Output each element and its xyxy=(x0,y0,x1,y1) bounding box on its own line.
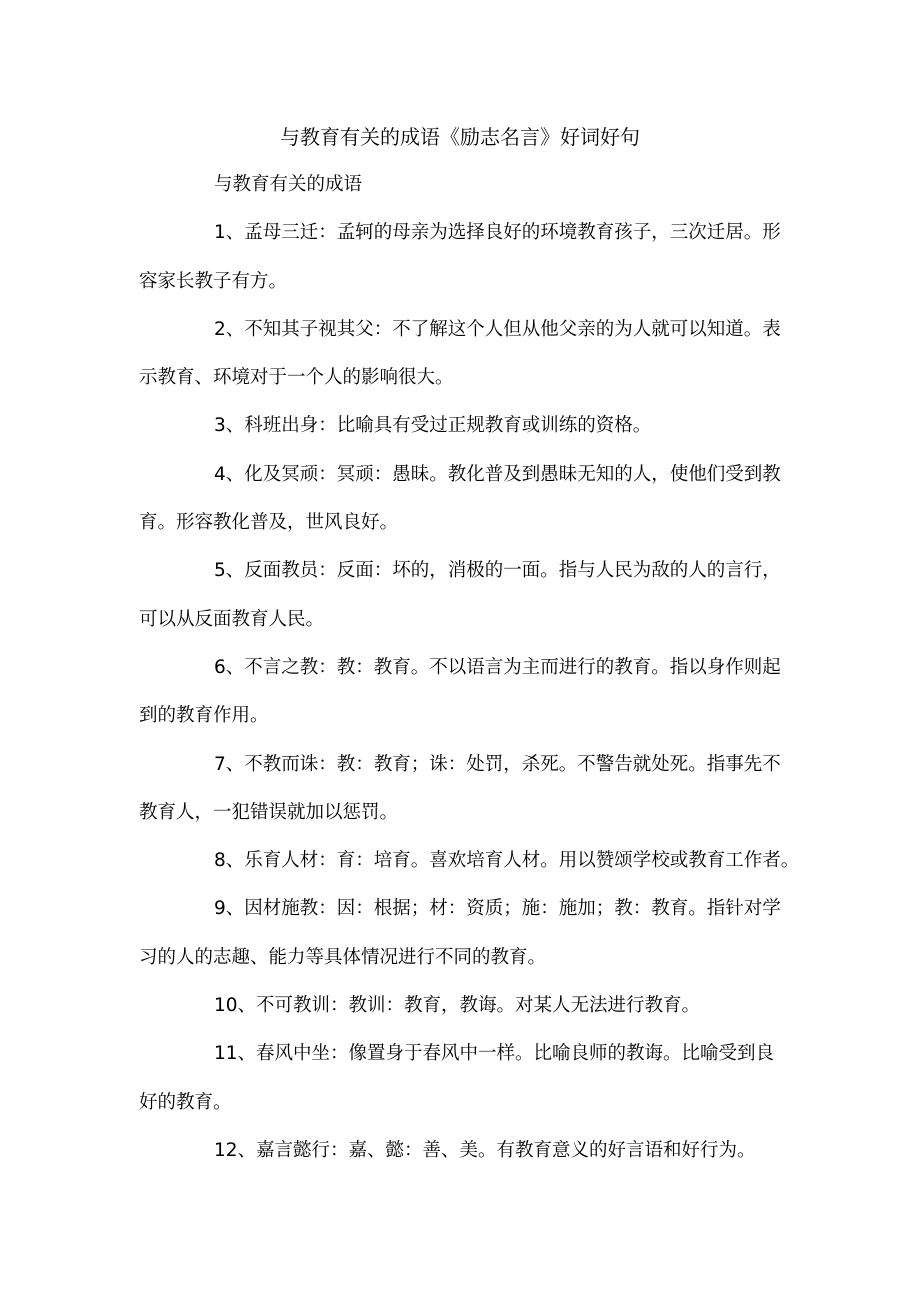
text-line: 育。形容教化普及，世风良好。 xyxy=(139,512,399,534)
text-line: 7、不教而诛：教：教育；诛：处罚，杀死。不警告就处死。指事先不 xyxy=(214,753,781,775)
text-line: 到的教育作用。 xyxy=(139,705,269,727)
text-line: 6、不言之教：教：教育。不以语言为主而进行的教育。指以身作则起 xyxy=(214,656,781,678)
text-line: 容家长教子有方。 xyxy=(139,270,288,292)
text-line: 11、春风中坐：像置身于春风中一样。比喻良师的教诲。比喻受到良 xyxy=(214,1043,775,1065)
text-line: 2、不知其子视其父：不了解这个人但从他父亲的为人就可以知道。表 xyxy=(214,318,781,340)
text-line: 3、科班出身：比喻具有受过正规教育或训练的资格。 xyxy=(214,415,652,437)
document-body xyxy=(139,161,799,1175)
text-line: 4、化及冥顽：冥顽：愚昧。教化普及到愚昧无知的人，使他们受到教 xyxy=(214,463,781,485)
text-line: 10、不可教训：教训：教育，教诲。对某人无法进行教育。 xyxy=(214,995,701,1017)
text-line: 5、反面教员：反面：坏的，消极的一面。指与人民为敌的人的言行， xyxy=(214,560,781,582)
text-line: 可以从反面教育人民。 xyxy=(139,608,325,630)
text-line: 9、因材施教：因：根据；材：资质；施：施加；教：教育。指针对学 xyxy=(214,898,781,920)
text-line: 教育人，一犯错误就加以惩罚。 xyxy=(139,801,399,823)
text-line: 示教育、环境对于一个人的影响很大。 xyxy=(139,367,454,389)
text-line: 12、嘉言懿行：嘉、懿：善、美。有教育意义的好言语和好行为。 xyxy=(214,1139,756,1161)
text-line: 习的人的志趣、能力等具体情况进行不同的教育。 xyxy=(139,946,547,968)
text-line: 好的教育。 xyxy=(139,1091,232,1113)
section-heading: 与教育有关的成语 xyxy=(214,174,363,195)
document-title: 与教育有关的成语《励志名言》好词好句 xyxy=(280,125,640,149)
text-line: 8、乐育人材：育：培育。喜欢培育人材。用以赞颂学校或教育工作者。 xyxy=(214,850,800,872)
text-line: 1、孟母三迁：孟轲的母亲为选择良好的环境教育孩子，三次迁居。形 xyxy=(214,222,781,244)
